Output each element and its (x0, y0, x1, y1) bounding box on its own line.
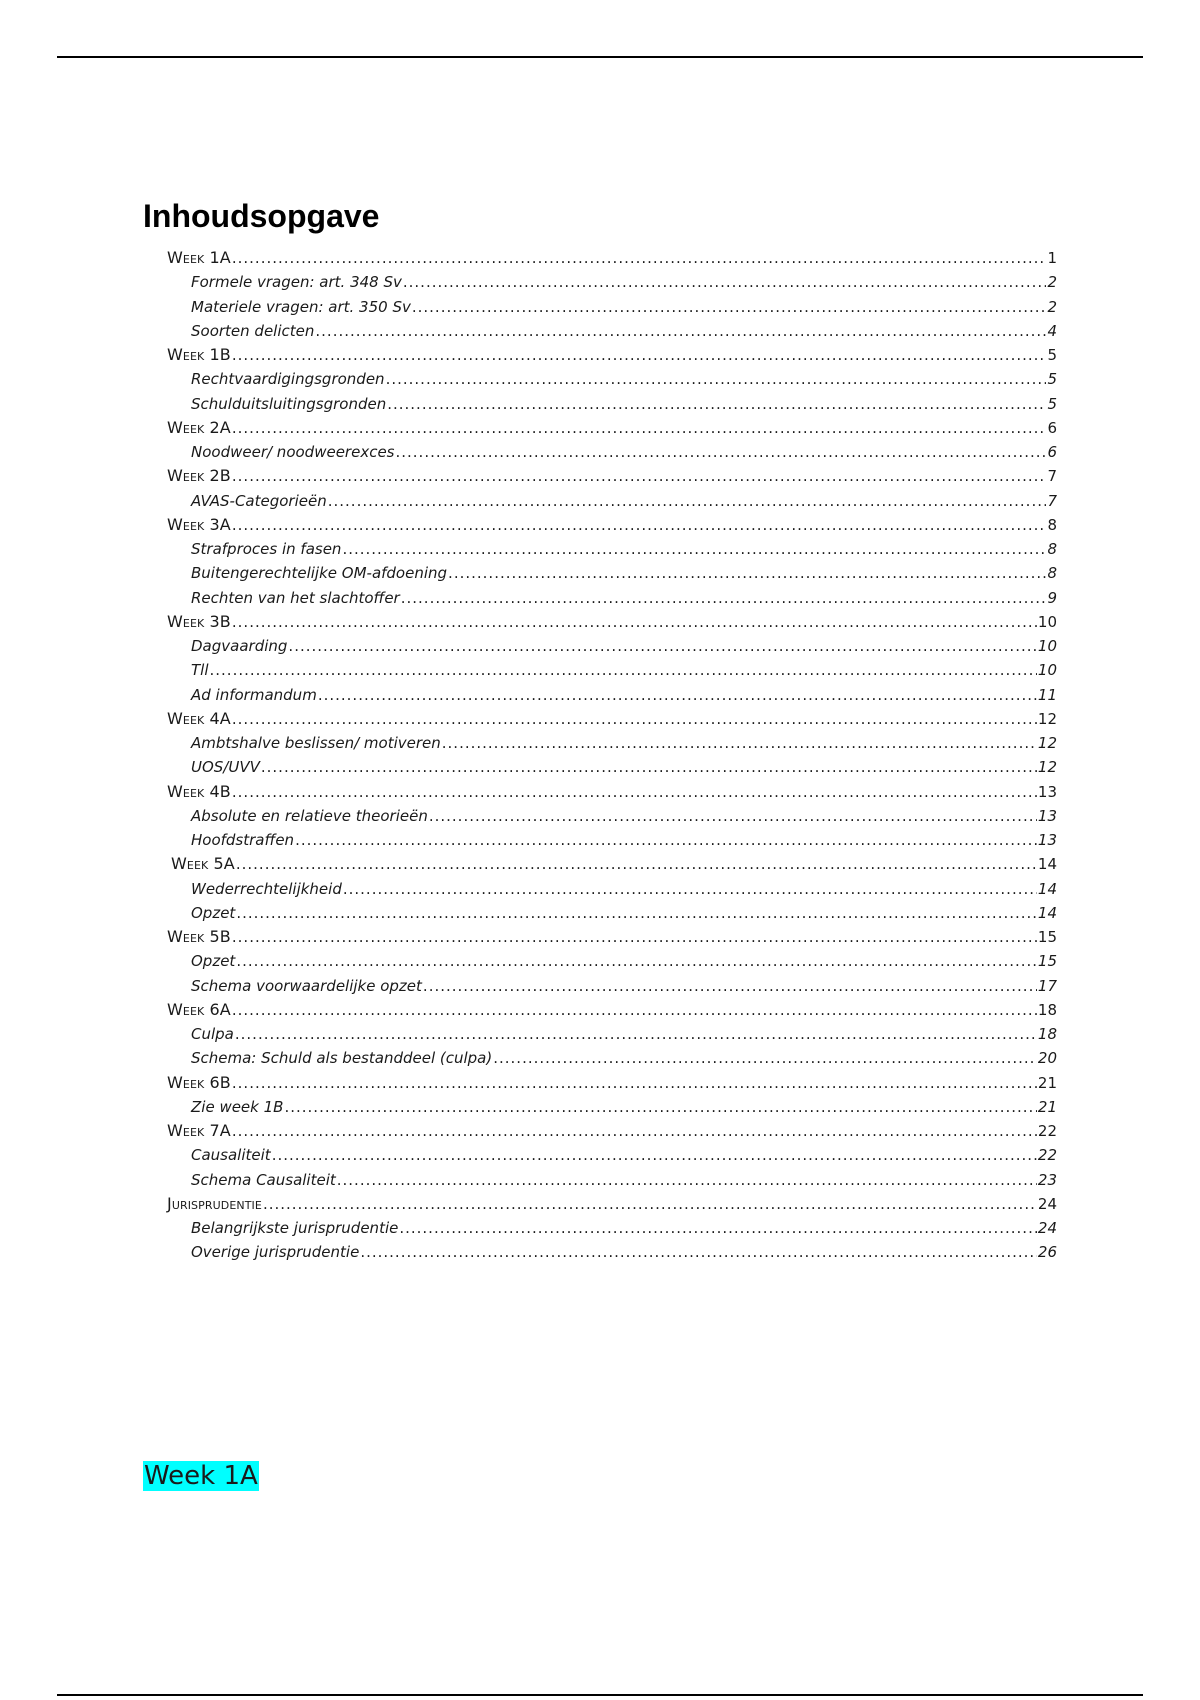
toc-entry-week[interactable] (167, 1071, 1057, 1095)
toc-entry-topic[interactable] (167, 828, 1057, 852)
toc-entry-week[interactable] (167, 925, 1057, 949)
toc-entry-page-number: 24 (1037, 1194, 1057, 1213)
toc-leader-dots (232, 925, 1037, 949)
toc-entry-label: Hoofdstraffen (191, 831, 295, 849)
toc-entry-page-number: 14 (1037, 855, 1057, 874)
toc-entry-label: Causaliteit (191, 1146, 271, 1165)
toc-entry-page-number: 20 (1037, 1049, 1057, 1068)
toc-entry-page-number: 7 (1047, 467, 1057, 486)
toc-leader-dots (395, 440, 1046, 464)
toc-entry-label: Opzet (191, 952, 236, 971)
toc-leader-dots (288, 634, 1036, 658)
toc-entry-label: Overige jurisprudentie (191, 1243, 360, 1262)
toc-entry-page-number: 6 (1047, 418, 1057, 437)
toc-entry-page-number: 5 (1047, 370, 1057, 389)
toc-entry-page-number: 2 (1047, 273, 1057, 292)
toc-entry-topic[interactable] (167, 1095, 1057, 1119)
toc-entry-label: Jurisprudentie (167, 1193, 262, 1213)
toc-entry-week[interactable] (167, 610, 1057, 634)
toc-entry-week[interactable] (167, 852, 1057, 876)
toc-entry-label: Tll (191, 661, 209, 680)
toc-leader-dots (284, 1095, 1036, 1119)
toc-entry-page-number: 12 (1037, 734, 1057, 752)
toc-leader-dots (263, 1192, 1037, 1216)
toc-leader-dots (232, 998, 1037, 1022)
toc-leader-dots (337, 1168, 1037, 1192)
toc-entry-week[interactable] (167, 780, 1057, 804)
toc-leader-dots (412, 295, 1047, 319)
toc-entry-label: Soorten delicten (191, 321, 315, 340)
toc-leader-dots (360, 1240, 1037, 1264)
toc-entry-page-number: 14 (1037, 879, 1057, 898)
toc-leader-dots (272, 1143, 1037, 1167)
toc-entry-page-number: 21 (1037, 1097, 1057, 1116)
toc-entry-page-number: 22 (1037, 1146, 1057, 1165)
toc-leader-dots (328, 489, 1047, 513)
toc-entry-page-number: 5 (1047, 394, 1057, 413)
toc-entry-label: Culpa (191, 1025, 234, 1043)
toc-leader-dots (448, 561, 1046, 585)
toc-leader-dots (403, 270, 1047, 294)
toc-entry-label: Week 2A (167, 417, 231, 437)
toc-entry-topic[interactable] (167, 1168, 1057, 1192)
toc-leader-dots (318, 683, 1037, 707)
toc-entry-topic[interactable] (167, 440, 1057, 464)
toc-entry-label: Week 4B (167, 781, 231, 801)
toc-entry-page-number: 26 (1037, 1243, 1057, 1262)
toc-leader-dots (343, 877, 1037, 901)
toc-entry-page-number: 8 (1047, 515, 1057, 534)
toc-entry-label: Week 5B (167, 927, 231, 946)
toc-leader-dots (386, 367, 1047, 391)
table-of-contents (167, 246, 1057, 1265)
section-heading (143, 1459, 259, 1493)
toc-leader-dots (235, 1022, 1037, 1046)
toc-entry-week[interactable] (167, 998, 1057, 1022)
toc-entry-topic[interactable] (167, 319, 1057, 343)
toc-entry-page-number: 22 (1037, 1122, 1057, 1140)
toc-entry-topic[interactable] (167, 270, 1057, 294)
toc-entry-week[interactable] (167, 416, 1057, 440)
toc-entry-topic[interactable] (167, 489, 1057, 513)
toc-leader-dots (232, 610, 1037, 634)
toc-entry-topic[interactable] (167, 755, 1057, 779)
toc-leader-dots (236, 852, 1037, 876)
toc-leader-dots (232, 707, 1037, 731)
toc-entry-page-number: 17 (1037, 976, 1057, 995)
toc-entry-topic[interactable] (167, 634, 1057, 658)
toc-entry-label: Belangrijkste jurisprudentie (191, 1219, 399, 1237)
toc-entry-topic[interactable] (167, 561, 1057, 585)
toc-entry-page-number: 13 (1037, 831, 1057, 849)
footer-rule (57, 1694, 1143, 1696)
toc-entry-label: Absolute en relatieve theorieën (191, 806, 428, 825)
toc-entry-label: Week 4A (167, 708, 231, 728)
toc-leader-dots (236, 901, 1037, 925)
toc-entry-topic[interactable] (167, 901, 1057, 925)
toc-entry-week[interactable] (167, 246, 1057, 270)
toc-entry-topic[interactable] (167, 804, 1057, 828)
toc-entry-topic[interactable] (167, 683, 1057, 707)
toc-entry-page-number: 11 (1037, 685, 1057, 704)
toc-entry-label: Rechten van het slachtoffer (191, 588, 400, 607)
toc-entry-label: Strafproces in fasen (191, 540, 342, 558)
toc-leader-dots (232, 416, 1047, 440)
toc-entry-topic[interactable] (167, 658, 1057, 682)
toc-leader-dots (423, 974, 1037, 998)
toc-leader-dots (261, 755, 1037, 779)
toc-leader-dots (429, 804, 1037, 828)
toc-entry-page-number: 24 (1037, 1219, 1057, 1237)
toc-entry-page-number: 13 (1037, 782, 1057, 801)
toc-entry-label: Wederrechtelijkheid (191, 879, 342, 898)
toc-entry-topic[interactable] (167, 586, 1057, 610)
toc-entry-page-number: 10 (1037, 612, 1057, 631)
toc-entry-page-number: 12 (1037, 709, 1057, 728)
toc-entry-label: Noodweer/ noodweerexces (191, 443, 395, 461)
toc-leader-dots (295, 828, 1037, 852)
toc-entry-page-number: 9 (1047, 588, 1057, 607)
toc-entry-page-number: 10 (1037, 661, 1057, 680)
toc-leader-dots (442, 731, 1037, 755)
section-heading-text: Week 1A (144, 1461, 258, 1491)
toc-entry-label: UOS/UVV (191, 758, 260, 777)
toc-leader-dots (232, 1119, 1037, 1143)
toc-entry-label: Week 3B (167, 611, 231, 631)
toc-entry-page-number: 15 (1037, 952, 1057, 971)
toc-entry-topic[interactable] (167, 731, 1057, 755)
toc-leader-dots (232, 780, 1037, 804)
toc-entry-label: AVAS-Categorieën (191, 491, 327, 510)
toc-entry-page-number: 4 (1047, 321, 1057, 340)
toc-entry-label: Schulduitsluitingsgronden (191, 394, 387, 413)
toc-title: Inhoudsopgave (143, 198, 380, 234)
toc-leader-dots (232, 464, 1047, 488)
toc-entry-label: Schema: Schuld als bestanddeel (culpa) (191, 1049, 493, 1068)
toc-entry-page-number: 23 (1037, 1170, 1057, 1189)
toc-leader-dots (315, 319, 1046, 343)
toc-entry-page-number: 13 (1037, 806, 1057, 825)
toc-entry-label: Week 2B (167, 466, 231, 486)
toc-entry-label: Formele vragen: art. 348 Sv (191, 273, 402, 292)
toc-entry-page-number: 18 (1037, 1000, 1057, 1019)
toc-entry-label: Materiele vragen: art. 350 Sv (191, 297, 411, 316)
toc-entry-page-number: 5 (1047, 346, 1057, 364)
toc-entry-topic[interactable] (167, 877, 1057, 901)
toc-entry-label: Zie week 1B (191, 1097, 284, 1116)
toc-leader-dots (232, 343, 1047, 367)
toc-entry-page-number: 10 (1037, 637, 1057, 655)
toc-entry-topic[interactable] (167, 1216, 1057, 1240)
toc-entry-label: Opzet (191, 903, 236, 922)
toc-entry-topic[interactable] (167, 1046, 1057, 1070)
toc-entry-page-number: 12 (1037, 758, 1057, 777)
toc-leader-dots (493, 1046, 1037, 1070)
toc-entry-label: Buitengerechtelijke OM-afdoening (191, 564, 448, 583)
toc-entry-label: Week 1A (167, 248, 231, 267)
toc-entry-label: Ambtshalve beslissen/ motiveren (191, 734, 441, 752)
toc-entry-topic[interactable] (167, 392, 1057, 416)
toc-entry-label: Ad informandum (191, 685, 317, 704)
toc-entry-label: Dagvaarding (191, 637, 288, 655)
toc-entry-label: Week 6A (167, 999, 231, 1019)
toc-entry-label: Week 1B (167, 345, 231, 364)
toc-entry-page-number: 2 (1047, 297, 1057, 316)
toc-entry-page-number: 18 (1037, 1025, 1057, 1043)
toc-entry-label: Rechtvaardigingsgronden (191, 370, 385, 389)
toc-leader-dots (342, 537, 1046, 561)
toc-entry-label: Week 7A (167, 1121, 231, 1140)
toc-entry-label: Week 3A (167, 514, 231, 534)
toc-entry-topic[interactable] (167, 537, 1057, 561)
toc-entry-week[interactable] (167, 1192, 1057, 1216)
toc-entry-week[interactable] (167, 513, 1057, 537)
toc-entry-label: Schema voorwaardelijke opzet (191, 976, 422, 995)
toc-leader-dots (232, 513, 1047, 537)
toc-entry-topic[interactable] (167, 949, 1057, 973)
toc-entry-page-number: 1 (1047, 249, 1057, 267)
toc-leader-dots (232, 1071, 1037, 1095)
toc-entry-label: Schema Causaliteit (191, 1170, 336, 1189)
toc-entry-week[interactable] (167, 1119, 1057, 1143)
toc-entry-page-number: 15 (1037, 928, 1057, 946)
toc-entry-label: Week 6B (167, 1072, 231, 1092)
toc-entry-page-number: 6 (1047, 443, 1057, 461)
toc-leader-dots (399, 1216, 1037, 1240)
toc-entry-page-number: 14 (1037, 903, 1057, 922)
toc-entry-topic[interactable] (167, 1022, 1057, 1046)
toc-leader-dots (401, 586, 1047, 610)
toc-entry-page-number: 7 (1047, 491, 1057, 510)
toc-entry-topic[interactable] (167, 295, 1057, 319)
toc-leader-dots (387, 392, 1046, 416)
toc-entry-week[interactable] (167, 707, 1057, 731)
toc-entry-topic[interactable] (167, 1240, 1057, 1264)
toc-entry-topic[interactable] (167, 974, 1057, 998)
header-rule (57, 56, 1143, 58)
toc-entry-page-number: 21 (1037, 1073, 1057, 1092)
toc-entry-week[interactable] (167, 343, 1057, 367)
toc-entry-week[interactable] (167, 464, 1057, 488)
toc-entry-topic[interactable] (167, 1143, 1057, 1167)
toc-entry-page-number: 8 (1047, 540, 1057, 558)
toc-entry-topic[interactable] (167, 367, 1057, 391)
toc-leader-dots (236, 949, 1037, 973)
toc-entry-page-number: 8 (1047, 564, 1057, 583)
toc-entry-label: Week 5A (171, 854, 235, 874)
toc-leader-dots (210, 658, 1037, 682)
toc-leader-dots (232, 246, 1047, 270)
